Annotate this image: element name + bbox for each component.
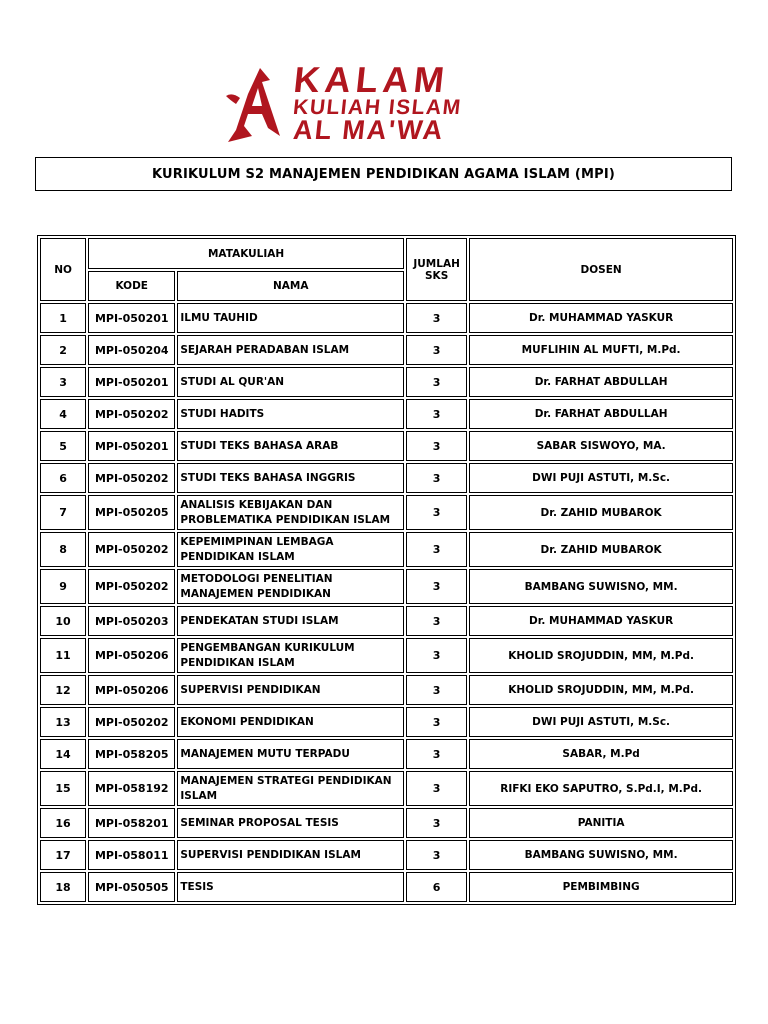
table-row — [40, 872, 733, 902]
cell-kode: MPI-050201 — [88, 431, 175, 461]
cell-nama — [177, 569, 404, 604]
cell-no: 11 — [40, 638, 86, 673]
cell-kode: MPI-050206 — [88, 638, 175, 673]
table-row — [40, 431, 733, 461]
cell-no: 9 — [40, 569, 86, 604]
cell-dosen: DWI PUJI ASTUTI, M.Sc. — [469, 463, 733, 493]
cell-sks: 6 — [406, 872, 467, 902]
cell-no: 12 — [40, 675, 86, 705]
cell-kode: MPI-058205 — [88, 739, 175, 769]
cell-nama — [177, 367, 404, 397]
cell-nama — [177, 463, 404, 493]
table-body — [40, 303, 733, 902]
table-row — [40, 606, 733, 636]
table-row — [40, 495, 733, 530]
cell-kode: MPI-050202 — [88, 463, 175, 493]
cell-nama-line: METODOLOGI PENELITIAN — [180, 572, 333, 585]
cell-nama — [177, 532, 404, 567]
cell-kode: MPI-050201 — [88, 303, 175, 333]
cell-nama — [177, 872, 404, 902]
cell-nama-line: STUDI TEKS BAHASA INGGRIS — [180, 471, 356, 484]
logo-line-kuliah-islam: KULIAH ISLAM — [292, 96, 463, 119]
curriculum-table-wrapper — [37, 235, 736, 905]
cell-nama-line: SEMINAR PROPOSAL TESIS — [180, 816, 339, 829]
cell-dosen: PEMBIMBING — [469, 872, 733, 902]
cell-sks: 3 — [406, 675, 467, 705]
kalam-logo-mark-icon — [222, 66, 290, 144]
cell-no: 18 — [40, 872, 86, 902]
cell-dosen: Dr. ZAHID MUBAROK — [469, 495, 733, 530]
cell-no: 7 — [40, 495, 86, 530]
table-row — [40, 808, 733, 838]
cell-nama — [177, 638, 404, 673]
header-matakuliah: MATAKULIAH — [88, 238, 404, 269]
cell-no: 10 — [40, 606, 86, 636]
table-row — [40, 335, 733, 365]
cell-no: 3 — [40, 367, 86, 397]
table-row — [40, 739, 733, 769]
cell-no: 15 — [40, 771, 86, 806]
cell-sks: 3 — [406, 463, 467, 493]
cell-kode: MPI-050206 — [88, 675, 175, 705]
cell-kode: MPI-050202 — [88, 399, 175, 429]
cell-nama — [177, 606, 404, 636]
cell-nama-line: SUPERVISI PENDIDIKAN — [180, 683, 321, 696]
cell-sks: 3 — [406, 739, 467, 769]
logo-line-al-mawa: AL MA'WA — [291, 115, 446, 145]
table-row — [40, 675, 733, 705]
cell-dosen: BAMBANG SUWISNO, MM. — [469, 569, 733, 604]
table-row — [40, 840, 733, 870]
table-row — [40, 707, 733, 737]
cell-kode: MPI-050203 — [88, 606, 175, 636]
cell-no: 1 — [40, 303, 86, 333]
table-row — [40, 638, 733, 673]
cell-nama — [177, 303, 404, 333]
cell-dosen: Dr. ZAHID MUBAROK — [469, 532, 733, 567]
table-row — [40, 367, 733, 397]
cell-nama-line: ILMU TAUHID — [180, 311, 258, 324]
cell-kode: MPI-050202 — [88, 532, 175, 567]
cell-dosen: KHOLID SROJUDDIN, MM, M.Pd. — [469, 638, 733, 673]
cell-kode: MPI-050204 — [88, 335, 175, 365]
cell-nama — [177, 495, 404, 530]
cell-nama-line: PENDIDIKAN ISLAM — [180, 550, 295, 563]
header-jumlah-sks — [406, 238, 467, 301]
cell-nama-line: SUPERVISI PENDIDIKAN ISLAM — [180, 848, 361, 861]
cell-sks: 3 — [406, 367, 467, 397]
cell-kode: MPI-058192 — [88, 771, 175, 806]
cell-dosen: DWI PUJI ASTUTI, M.Sc. — [469, 707, 733, 737]
cell-no: 14 — [40, 739, 86, 769]
table-row — [40, 463, 733, 493]
cell-sks: 3 — [406, 569, 467, 604]
cell-dosen: BAMBANG SUWISNO, MM. — [469, 840, 733, 870]
cell-kode: MPI-050205 — [88, 495, 175, 530]
cell-sks: 3 — [406, 303, 467, 333]
cell-dosen: Dr. MUHAMMAD YASKUR — [469, 303, 733, 333]
cell-dosen: RIFKI EKO SAPUTRO, S.Pd.I, M.Pd. — [469, 771, 733, 806]
cell-sks: 3 — [406, 771, 467, 806]
cell-nama-line: SEJARAH PERADABAN ISLAM — [180, 343, 350, 356]
cell-nama-line: MANAJEMEN STRATEGI PENDIDIKAN — [180, 774, 392, 787]
header-jumlah-sks-line2: SKS — [425, 269, 449, 282]
cell-sks: 3 — [406, 532, 467, 567]
header-jumlah-sks-line1: JUMLAH — [413, 257, 460, 270]
cell-nama-line: PENDIDIKAN ISLAM — [180, 656, 295, 669]
cell-dosen: PANITIA — [469, 808, 733, 838]
cell-kode: MPI-050201 — [88, 367, 175, 397]
cell-nama — [177, 739, 404, 769]
cell-sks: 3 — [406, 638, 467, 673]
cell-no: 6 — [40, 463, 86, 493]
cell-nama-line: MANAJEMEN PENDIDIKAN — [180, 587, 331, 600]
cell-dosen: MUFLIHIN AL MUFTI, M.Pd. — [469, 335, 733, 365]
logo — [222, 59, 472, 145]
header-nama: NAMA — [177, 271, 404, 301]
cell-nama-line: PENGEMBANGAN KURIKULUM — [180, 641, 355, 654]
cell-nama — [177, 335, 404, 365]
cell-nama-line: PENDEKATAN STUDI ISLAM — [180, 614, 339, 627]
document-title: KURIKULUM S2 MANAJEMEN PENDIDIKAN AGAMA ISLAM (MPI) — [35, 157, 732, 191]
cell-nama-line: EKONOMI PENDIDIKAN — [180, 715, 314, 728]
cell-nama-line: KEPEMIMPINAN LEMBAGA — [180, 535, 334, 548]
cell-dosen: Dr. MUHAMMAD YASKUR — [469, 606, 733, 636]
cell-nama-line: STUDI AL QUR'AN — [180, 375, 285, 388]
cell-sks: 3 — [406, 399, 467, 429]
cell-no: 17 — [40, 840, 86, 870]
cell-no: 16 — [40, 808, 86, 838]
cell-sks: 3 — [406, 431, 467, 461]
header-dosen: DOSEN — [469, 238, 733, 301]
curriculum-table — [37, 235, 736, 905]
cell-no: 13 — [40, 707, 86, 737]
cell-nama-line: MANAJEMEN MUTU TERPADU — [180, 747, 350, 760]
table-row — [40, 532, 733, 567]
cell-kode: MPI-058201 — [88, 808, 175, 838]
cell-no: 5 — [40, 431, 86, 461]
cell-nama — [177, 707, 404, 737]
cell-kode: MPI-050202 — [88, 707, 175, 737]
cell-dosen: SABAR, M.Pd — [469, 739, 733, 769]
table-row — [40, 399, 733, 429]
cell-nama — [177, 840, 404, 870]
cell-nama-line: ISLAM — [180, 789, 218, 802]
cell-nama-line: PROBLEMATIKA PENDIDIKAN ISLAM — [180, 513, 391, 526]
cell-sks: 3 — [406, 707, 467, 737]
cell-kode: MPI-050505 — [88, 872, 175, 902]
cell-sks: 3 — [406, 495, 467, 530]
cell-dosen: Dr. FARHAT ABDULLAH — [469, 367, 733, 397]
cell-nama — [177, 399, 404, 429]
header-no: NO — [40, 238, 86, 301]
cell-nama — [177, 771, 404, 806]
header-kode: KODE — [88, 271, 175, 301]
cell-sks: 3 — [406, 808, 467, 838]
cell-nama — [177, 431, 404, 461]
cell-nama-line: ANALISIS KEBIJAKAN DAN — [180, 498, 333, 511]
cell-no: 8 — [40, 532, 86, 567]
cell-dosen: Dr. FARHAT ABDULLAH — [469, 399, 733, 429]
cell-nama — [177, 808, 404, 838]
cell-dosen: SABAR SISWOYO, MA. — [469, 431, 733, 461]
table-row — [40, 771, 733, 806]
cell-sks: 3 — [406, 335, 467, 365]
cell-nama-line: TESIS — [180, 880, 214, 893]
logo-line-kalam: KALAM — [291, 59, 452, 100]
cell-dosen: KHOLID SROJUDDIN, MM, M.Pd. — [469, 675, 733, 705]
cell-nama-line: STUDI TEKS BAHASA ARAB — [180, 439, 339, 452]
cell-nama — [177, 675, 404, 705]
cell-sks: 3 — [406, 840, 467, 870]
cell-no: 2 — [40, 335, 86, 365]
cell-nama-line: STUDI HADITS — [180, 407, 265, 420]
table-row — [40, 569, 733, 604]
table-row — [40, 303, 733, 333]
cell-sks: 3 — [406, 606, 467, 636]
cell-kode: MPI-058011 — [88, 840, 175, 870]
cell-kode: MPI-050202 — [88, 569, 175, 604]
cell-no: 4 — [40, 399, 86, 429]
